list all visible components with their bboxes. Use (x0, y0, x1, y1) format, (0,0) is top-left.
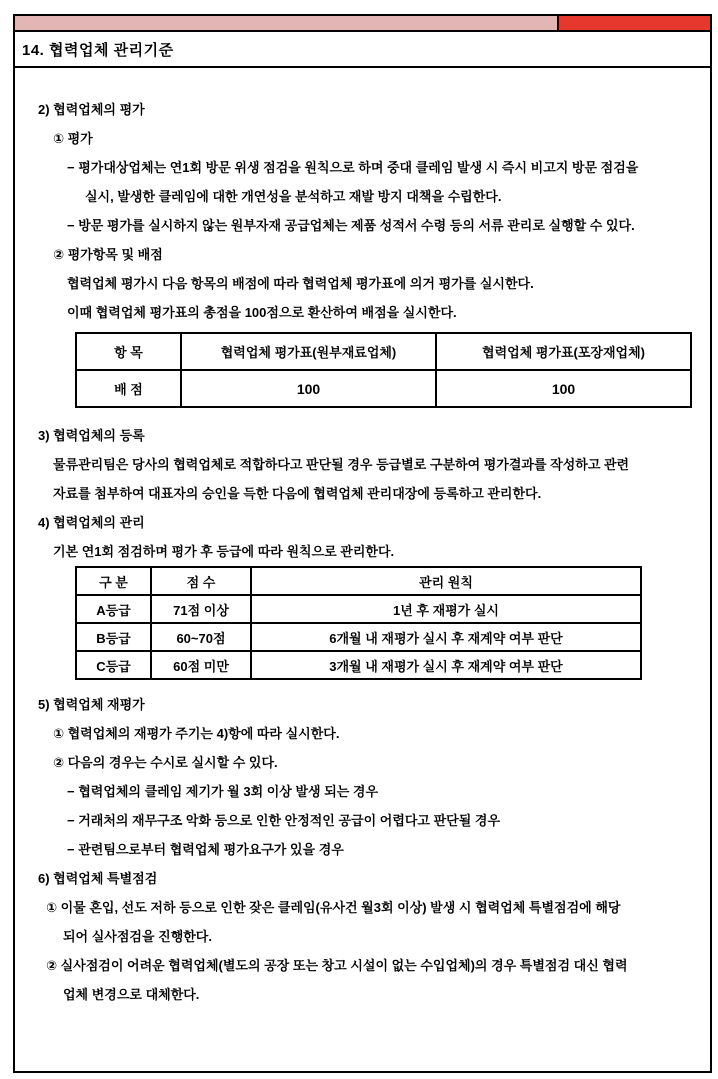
table-cell: 배 점 (76, 370, 181, 407)
title-row (13, 30, 712, 68)
section-heading: 4) 협력업체의 관리 (38, 515, 145, 530)
header-cell: 구 분 (76, 567, 151, 595)
list-item-continuation: 되어 실사점검을 진행한다. (63, 929, 212, 944)
page-title: 14. 협력업체 관리기준 (22, 41, 174, 59)
section-heading: 6) 협력업체 특별점검 (38, 871, 158, 886)
table-cell: 100 (436, 370, 691, 407)
table-header-row (76, 333, 691, 370)
list-item-continuation: 실시, 발생한 클레임에 대한 개연성을 분석하고 재발 방지 대책을 수립한다. (85, 189, 502, 204)
list-item: ① 이물 혼입, 선도 저하 등으로 인한 잦은 클레임(유사건 월3회 이상) 발생 시 협력업체 특별점검에 해당 (46, 900, 621, 915)
table-cell: 100 (181, 370, 436, 407)
table-cell: A등급 (76, 595, 151, 623)
document-sheet (13, 14, 712, 1073)
paragraph: 기본 연1회 점검하며 평가 후 등급에 따라 원칙으로 관리한다. (53, 544, 395, 559)
table-cell: 60점 미만 (151, 651, 251, 679)
table-cell: 71점 이상 (151, 595, 251, 623)
paragraph: 협력업체 평가시 다음 항목의 배점에 따라 협력업체 평가표에 의거 평가를 실시한다. (67, 276, 534, 291)
list-item: − 평가대상업체는 연1회 방문 위생 점검을 원칙으로 하며 중대 클레임 발생 시 즉시 비고지 방문 점검을 (67, 160, 639, 175)
paragraph: 물류관리팀은 당사의 협력업체로 적합하다고 판단될 경우 등급별로 구분하여 평가결과를 작성하고 관련 (53, 457, 630, 472)
header-cell: 점 수 (151, 567, 251, 595)
header-cell: 협력업체 평가표(원부재료업체) (181, 333, 436, 370)
section-heading: 5) 협력업체 재평가 (38, 697, 145, 712)
score-table (75, 332, 692, 408)
table-row (76, 623, 641, 651)
header-cell: 협력업체 평가표(포장재업체) (436, 333, 691, 370)
section-heading: 3) 협력업체의 등록 (38, 428, 145, 443)
table-cell: C등급 (76, 651, 151, 679)
list-item: ② 실사점검이 어려운 협력업체(별도의 공장 또는 창고 시설이 없는 수입업체)의 경우 특별점검 대신 협력 (46, 958, 628, 973)
content-box (13, 66, 712, 1073)
header-color-bar (13, 14, 712, 32)
table-row (76, 651, 641, 679)
list-item: − 방문 평가를 실시하지 않는 원부자재 공급업체는 제품 성적서 수령 등의 서류 관리로 실행할 수 있다. (67, 218, 635, 233)
list-item: − 관련팀으로부터 협력업체 평가요구가 있을 경우 (67, 842, 344, 857)
table-row (76, 370, 691, 407)
table-header-row (76, 567, 641, 595)
header-cell: 항 목 (76, 333, 181, 370)
grade-table (75, 566, 642, 680)
list-item: ① 협력업체의 재평가 주기는 4)항에 따라 실시한다. (53, 726, 340, 741)
list-item: ② 평가항목 및 배점 (53, 247, 163, 262)
list-item: − 거래처의 재무구조 악화 등으로 인한 안정적인 공급이 어렵다고 판단될 경우 (67, 813, 501, 828)
table-cell: 3개월 내 재평가 실시 후 재계약 여부 판단 (251, 651, 641, 679)
table-cell: B등급 (76, 623, 151, 651)
table-cell: 60~70점 (151, 623, 251, 651)
table-row (76, 595, 641, 623)
header-color-bar-red-segment (557, 16, 710, 30)
paragraph: 자료를 첨부하여 대표자의 승인을 득한 다음에 협력업체 관리대장에 등록하고 관리한다. (53, 486, 542, 501)
header-cell: 관리 원칙 (251, 567, 641, 595)
list-item-continuation: 업체 변경으로 대체한다. (63, 987, 200, 1002)
paragraph: 이때 협력업체 평가표의 총점을 100점으로 환산하여 배점을 실시한다. (67, 305, 457, 320)
list-item: ① 평가 (53, 131, 93, 146)
section-heading: 2) 협력업체의 평가 (38, 102, 145, 117)
list-item: − 협력업체의 클레임 제기가 월 3회 이상 발생 되는 경우 (67, 784, 379, 799)
table-cell: 1년 후 재평가 실시 (251, 595, 641, 623)
table-cell: 6개월 내 재평가 실시 후 재계약 여부 판단 (251, 623, 641, 651)
list-item: ② 다음의 경우는 수시로 실시할 수 있다. (53, 755, 278, 770)
